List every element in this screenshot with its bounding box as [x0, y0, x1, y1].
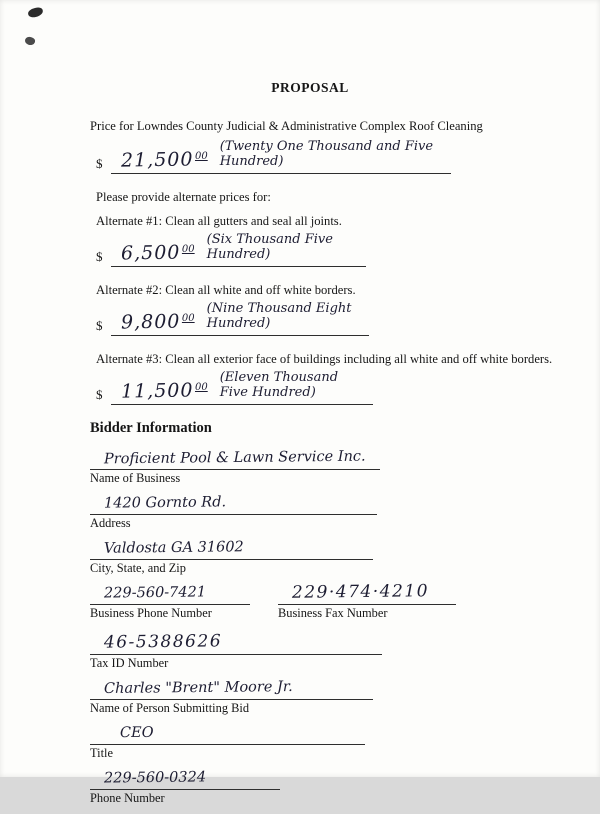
- base-price-entry: [111, 139, 451, 174]
- title-value: CEO: [119, 724, 154, 742]
- alternates-intro: Please provide alternate prices for:: [96, 190, 271, 204]
- phone-fax-row: [90, 581, 562, 634]
- business-fax-line: [278, 581, 456, 605]
- city-state-zip-label: City, State, and Zip: [90, 561, 186, 575]
- alternate-3-price-line: [96, 370, 562, 405]
- alternate-3-words: (Eleven Thousand Five Hundred): [219, 370, 339, 400]
- business-fax-value: 229·474·4210: [291, 581, 430, 603]
- name-of-business-label: Name of Business: [90, 471, 181, 485]
- city-state-zip-value: Valdosta GA 31602: [103, 539, 244, 557]
- alternate-3-cents: 00: [194, 382, 208, 393]
- scan-artifact: [27, 7, 44, 19]
- phone-number-line: [90, 769, 280, 790]
- business-fax-label: Business Fax Number: [278, 606, 388, 620]
- city-state-zip-line: [90, 539, 373, 560]
- field-city-state-zip: [90, 539, 562, 576]
- alternate-1-price-line: [96, 232, 562, 267]
- name-of-business-line: [90, 449, 380, 470]
- address-value: 1420 Gornto Rd.: [103, 494, 227, 512]
- person-submitting-bid-label: Name of Person Submitting Bid: [90, 701, 250, 715]
- alternate-2-price-line: [96, 301, 562, 336]
- alternate-1-amount: 6,500: [120, 241, 181, 265]
- business-phone-label: Business Phone Number: [90, 606, 212, 620]
- base-price-words: (Twenty One Thousand and Five Hundred): [219, 139, 434, 169]
- document-content: [90, 80, 562, 814]
- business-phone-line: [90, 584, 250, 605]
- address-line: [90, 494, 377, 515]
- phone-number-value: 229-560-0324: [103, 769, 207, 787]
- alternate-3-amount: 11,500: [120, 379, 194, 403]
- dollar-sign: $: [96, 318, 103, 333]
- alternate-1-label: Alternate #1: Clean all gutters and seal all joints.: [96, 214, 342, 228]
- tax-id-label: Tax ID Number: [90, 656, 169, 670]
- tax-id-line: [90, 631, 382, 655]
- alternate-2-amount: 9,800: [120, 310, 181, 334]
- base-price-line: [96, 139, 562, 174]
- person-submitting-bid-line: [90, 679, 373, 700]
- tax-id-value: 46-5388626: [103, 631, 223, 653]
- intro-text: Price for Lowndes County Judicial & Administrative Complex Roof Cleaning: [90, 119, 483, 133]
- alternate-2-words: (Nine Thousand Eight Hundred): [206, 301, 352, 331]
- document-title: PROPOSAL: [271, 80, 349, 95]
- alternate-1-price-entry: [111, 232, 366, 267]
- field-address: [90, 494, 562, 531]
- base-price-amount: 21,500: [120, 148, 194, 172]
- title-label: Title: [90, 746, 113, 760]
- name-of-business-value: Proficient Pool & Lawn Service Inc.: [103, 448, 366, 468]
- field-name-of-business: [90, 449, 562, 486]
- field-business-phone: [90, 584, 250, 629]
- address-label: Address: [90, 516, 131, 530]
- base-price-cents: 00: [194, 151, 208, 162]
- alternate-1-words: (Six Thousand Five Hundred): [206, 232, 333, 262]
- scan-artifact: [24, 36, 36, 47]
- alternate-2-price-entry: [111, 301, 369, 336]
- dollar-sign: $: [96, 156, 103, 171]
- alternate-3-label: Alternate #3: Clean all exterior face of buildings including all white and off white borders.: [96, 352, 553, 366]
- field-person-submitting-bid: [90, 679, 562, 716]
- field-tax-id: [90, 631, 562, 671]
- alternate-1-cents: 00: [181, 244, 195, 255]
- alternate-2-cents: 00: [181, 313, 195, 324]
- dollar-sign: $: [96, 387, 103, 402]
- alternate-3-price-entry: [111, 370, 373, 405]
- phone-number-label: Phone Number: [90, 791, 165, 805]
- alternate-2-label: Alternate #2: Clean all white and off white borders.: [96, 283, 356, 297]
- person-submitting-bid-value: Charles "Brent" Moore Jr.: [103, 679, 293, 697]
- dollar-sign: $: [96, 249, 103, 264]
- bidder-information-heading: Bidder Information: [90, 420, 212, 436]
- field-phone-number: [90, 769, 562, 806]
- title-line: [90, 724, 365, 745]
- field-title: [90, 724, 562, 761]
- business-phone-value: 229-560-7421: [103, 584, 207, 602]
- field-business-fax: [278, 581, 456, 629]
